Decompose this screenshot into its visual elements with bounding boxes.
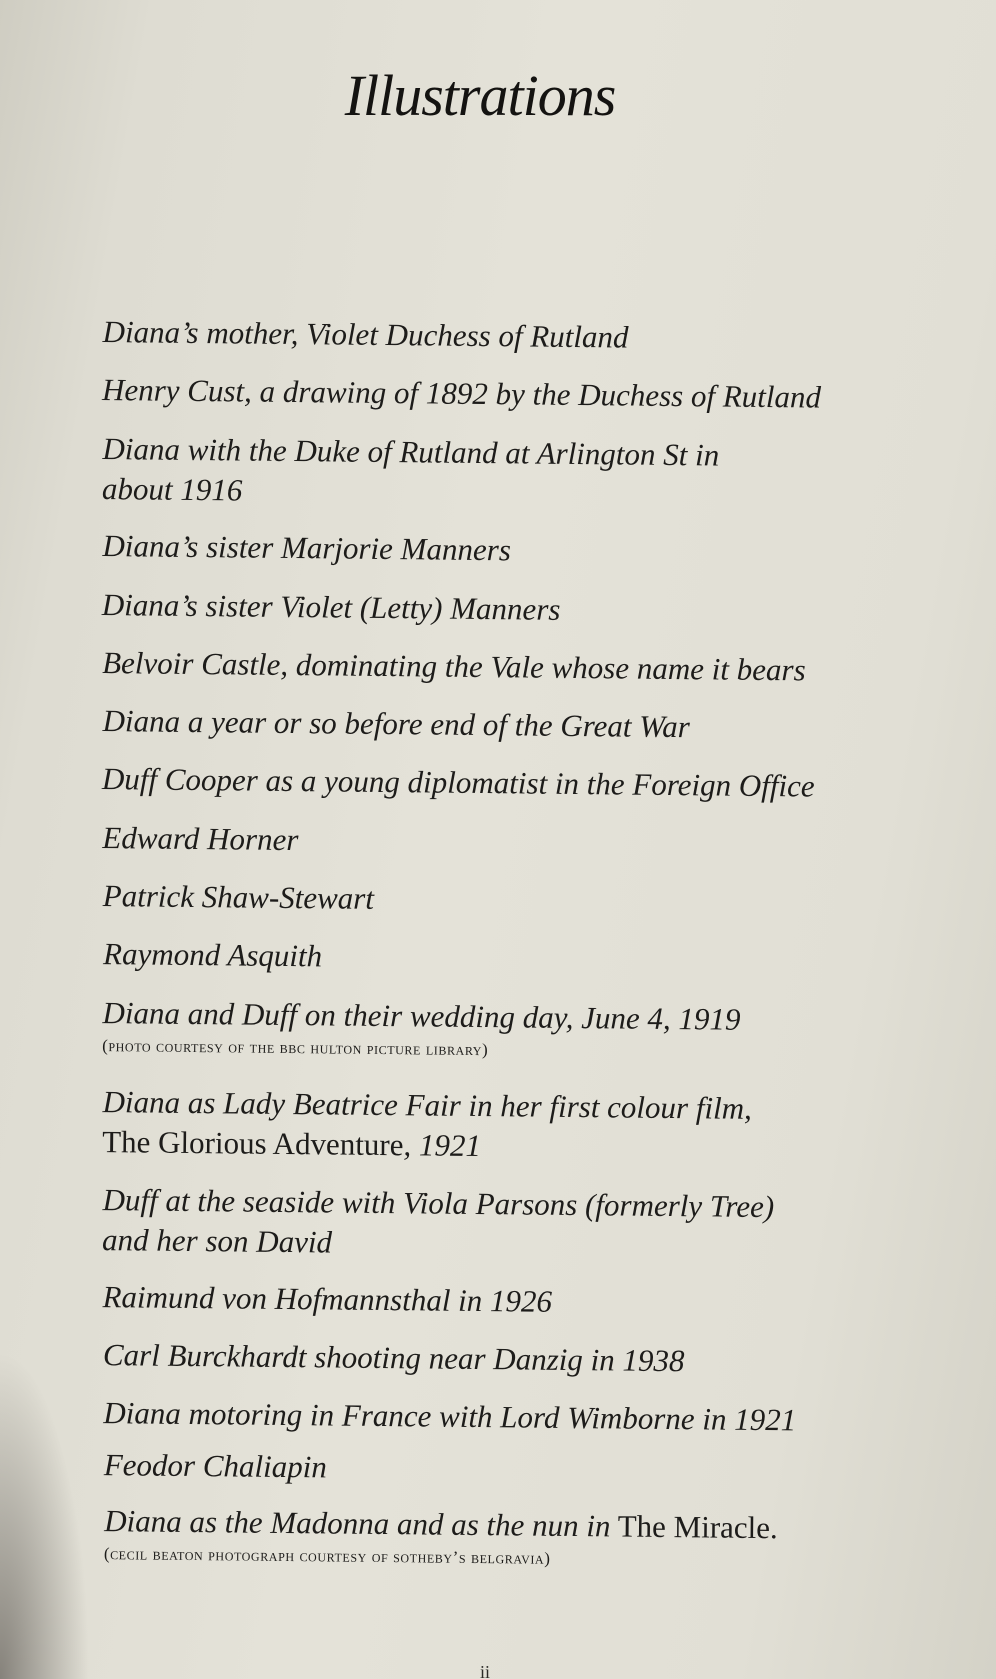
- list-item: [103, 1335, 685, 1381]
- list-item: [102, 1082, 752, 1169]
- list-item: [104, 1501, 778, 1572]
- entry-text: Carl Burckhardt shooting near Danzig in 1938: [102, 1337, 685, 1379]
- list-item: [102, 429, 720, 515]
- entry-text-line2: , 1921: [403, 1127, 482, 1164]
- list-item: [102, 759, 815, 806]
- entry-text: Diana as Lady Beatrice Fair in her first colour film,: [102, 1084, 753, 1126]
- entry-text: Edward Horner: [102, 820, 299, 858]
- entry-text: Duff at the seaside with Viola Parsons (formerly Tree): [102, 1182, 775, 1225]
- entry-text: Duff Cooper as a young diplomatist in the Foreign Office: [101, 761, 815, 804]
- list-item: [103, 1393, 796, 1440]
- list-item: [102, 585, 561, 630]
- entry-text: Diana and Duff on their wedding day, June 4, 1919: [102, 995, 741, 1037]
- entry-text: Feodor Chaliapin: [103, 1447, 328, 1485]
- entry-text: Diana a year or so before end of the Great War: [102, 703, 690, 745]
- photo-credit: (cecil beaton photograph courtesy of sotheby’s belgravia): [103, 1544, 551, 1568]
- list-item: [102, 312, 628, 358]
- entry-text: Raimund von Hofmannsthal in 1926: [102, 1279, 553, 1319]
- entry-text: Henry Cust, a drawing of 1892 by the Duchess of Rutland: [101, 372, 822, 415]
- list-item: [104, 1445, 327, 1487]
- entry-text: Diana’s sister Marjorie Manners: [102, 528, 512, 568]
- film-title: The Glorious Adventure: [102, 1124, 404, 1163]
- entry-text: Diana’s mother, Violet Duchess of Rutland: [102, 314, 629, 355]
- entry-text: Diana motoring in France with Lord Wimborne in 1921: [103, 1395, 797, 1438]
- page-number: ii: [480, 1662, 491, 1679]
- list-item: [102, 993, 741, 1064]
- list-item: [102, 701, 690, 747]
- photo-credit: (photo courtesy of the bbc hulton picture library): [102, 1036, 489, 1060]
- list-item: [102, 1180, 774, 1267]
- entry-text: Belvoir Castle, dominating the Vale whose name it bears: [102, 645, 806, 688]
- entry-text: Raymond Asquith: [102, 936, 323, 974]
- list-item: [102, 526, 511, 570]
- list-item: [103, 876, 375, 919]
- list-item: [103, 934, 322, 976]
- entry-text: Diana as the Madonna and as the nun in: [104, 1503, 611, 1544]
- film-title: The Miracle.: [610, 1508, 778, 1546]
- entry-text: Diana with the Duke of Rutland at Arlington St in: [102, 431, 720, 473]
- page-title: Illustrations: [344, 63, 616, 128]
- list-item: [102, 370, 821, 418]
- list-item: [102, 818, 298, 860]
- entry-text-line2: about 1916: [101, 471, 243, 508]
- entry-text-line2: and her son David: [101, 1222, 333, 1260]
- entry-text: Diana’s sister Violet (Letty) Manners: [101, 587, 561, 627]
- entry-text: Patrick Shaw-Stewart: [102, 878, 375, 916]
- page-shadow: [0, 1350, 90, 1679]
- list-item: [102, 1277, 552, 1322]
- list-item: [102, 643, 806, 690]
